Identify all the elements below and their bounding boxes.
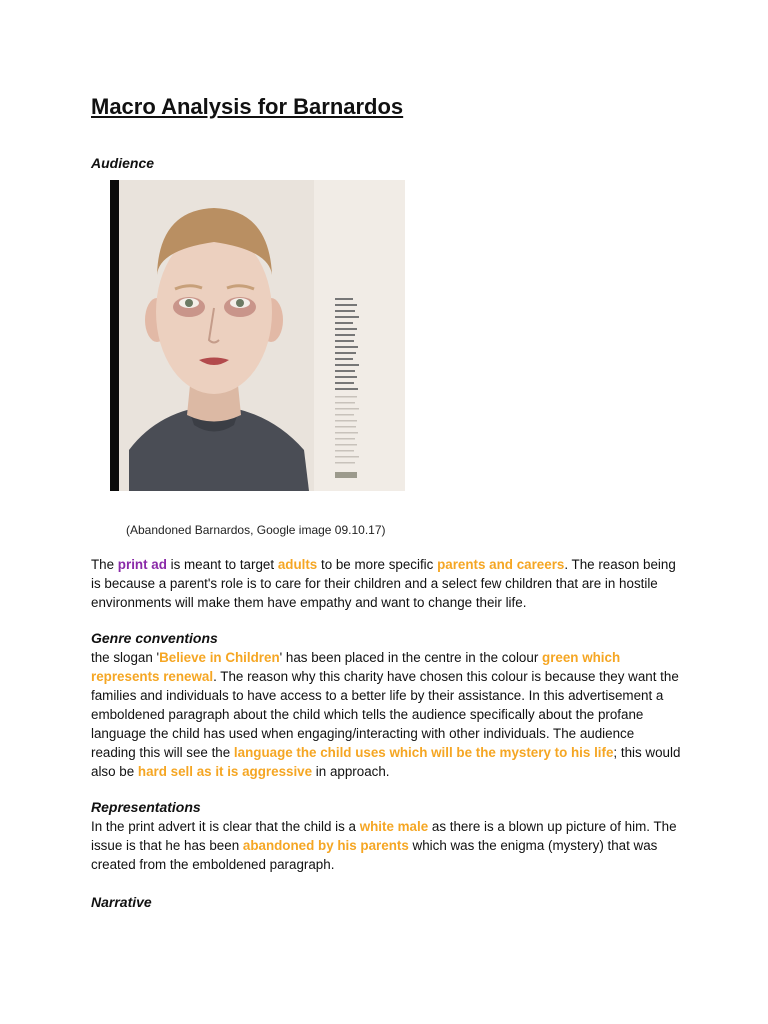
audience-text-1: The	[91, 557, 118, 572]
genre-text-1: the slogan '	[91, 650, 160, 665]
genre-text-2: ' has been placed in the centre in the colour	[279, 650, 543, 665]
highlight-white-male: white male	[359, 819, 429, 834]
boy-portrait-illustration	[119, 180, 405, 491]
genre-text-4: ; this would also be	[91, 745, 681, 779]
representations-paragraph	[91, 817, 681, 874]
representations-text-3: which was the enigma (mystery) that was created from the emboldened paragraph.	[91, 838, 658, 872]
narrative-heading: Narrative	[91, 894, 152, 910]
genre-paragraph	[91, 648, 681, 781]
audience-text-4: . The reason being is because a parent's role is to care for their children and a select few children that are in hostile environments will make them have empathy and want to change their life.	[91, 557, 676, 610]
representations-text-2: as there is a blown up picture of him. The issue is that he has been	[91, 819, 677, 853]
audience-text-3: to be more specific	[317, 557, 438, 572]
audience-heading: Audience	[91, 155, 155, 171]
page-title: Macro Analysis for Barnardos	[91, 94, 404, 119]
highlight-parents-careers: parents and careers	[437, 557, 565, 572]
highlight-language-mystery: language the child uses which will be the mystery to his life	[233, 745, 614, 760]
image-left-border	[110, 180, 119, 491]
audience-paragraph	[91, 555, 681, 612]
highlight-green-renewal: green which represents renewal	[91, 650, 621, 684]
highlight-adults: adults	[277, 557, 318, 572]
genre-text-5: in approach.	[312, 764, 390, 779]
image-caption: (Abandoned Barnardos, Google image 09.10.17)	[126, 523, 386, 537]
highlight-print-ad: print ad	[117, 557, 167, 572]
representations-heading: Representations	[91, 799, 201, 815]
representations-text-1: In the print advert it is clear that the child is a	[91, 819, 360, 834]
highlight-slogan: Believe in Children	[159, 650, 280, 665]
genre-heading: Genre conventions	[91, 630, 218, 646]
highlight-hard-sell: hard sell as it is aggressive	[137, 764, 313, 779]
genre-text-3: . The reason why this charity have chosen this colour is because they want the families and individuals to have access to a better life by their assistance. In this advertisement a emboldened paragraph about the child which tells the audience specifically about the profane language the child has used when engaging/interacting with other individuals. The audience reading this will see the	[91, 669, 679, 760]
highlight-abandoned: abandoned by his parents	[242, 838, 409, 853]
audience-text-2: is meant to target	[166, 557, 278, 572]
barnardos-ad-image	[110, 180, 405, 491]
